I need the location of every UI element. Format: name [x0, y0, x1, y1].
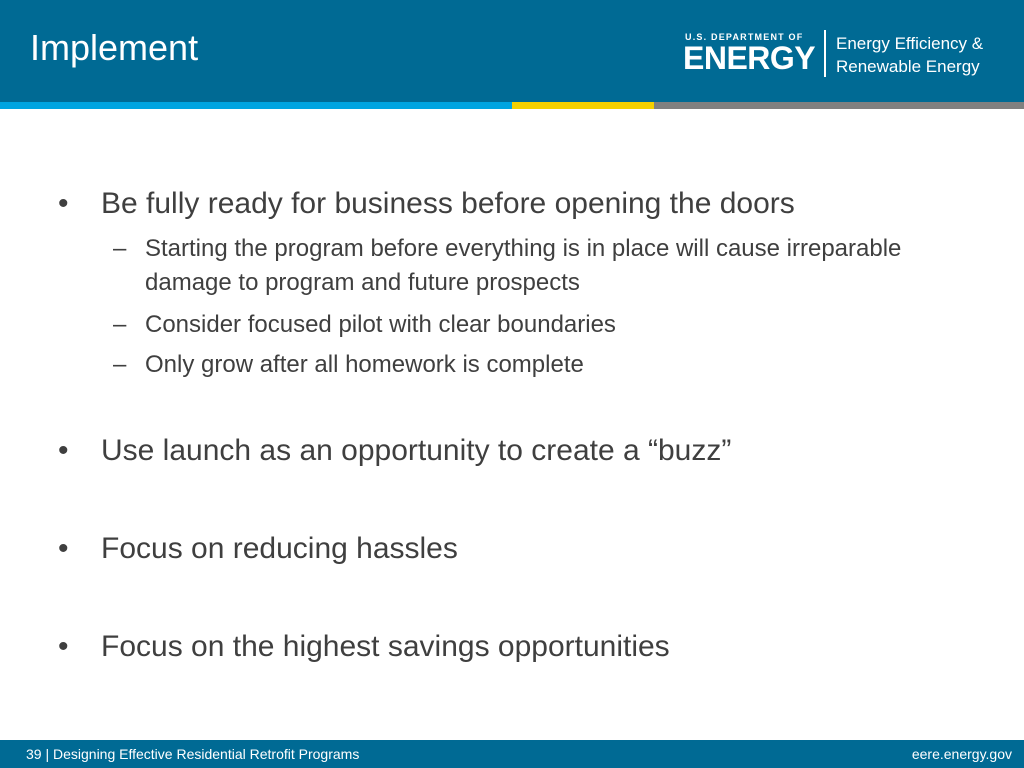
sub-bullet-text: Only grow after all homework is complete	[145, 351, 584, 378]
bullet-marker: •	[58, 187, 69, 220]
footer-website: eere.energy.gov	[911, 746, 1012, 762]
footer-slide-info: 39 | Designing Effective Residential Retrofit Programs	[26, 746, 360, 762]
sub-bullet-marker: –	[113, 351, 127, 378]
accent-stripe-gray	[654, 102, 1024, 109]
bullet-marker: •	[58, 532, 69, 565]
logo-divider	[824, 30, 826, 77]
doe-logo	[683, 32, 818, 74]
bullet-marker: •	[58, 434, 69, 467]
bullet-text: Focus on the highest savings opportunities	[101, 630, 670, 663]
eere-program-name	[836, 32, 983, 78]
sub-bullet-marker: –	[113, 311, 127, 338]
slide-footer	[0, 740, 1024, 768]
doe-logo-wordmark: ENERGY	[683, 40, 816, 76]
sub-bullet-text: Consider focused pilot with clear boundaries	[145, 311, 616, 338]
sub-bullet-text: Starting the program before everything is in place will cause irreparable damage to program and future prospects	[145, 235, 902, 296]
slide-header	[0, 0, 1024, 102]
bullet-marker: •	[58, 630, 69, 663]
accent-stripe-blue	[0, 102, 512, 109]
sub-bullet-marker: –	[113, 235, 127, 262]
bullet-text: Focus on reducing hassles	[101, 532, 458, 565]
bullet-text: Be fully ready for business before opening the doors	[101, 187, 795, 220]
accent-stripe-yellow	[512, 102, 654, 109]
eere-program-line-1: Energy Efficiency &	[836, 34, 984, 53]
bullet-text: Use launch as an opportunity to create a “buzz”	[101, 434, 732, 467]
slide-title: Implement	[30, 27, 199, 68]
doe-logo-subtitle: U.S. DEPARTMENT OF	[685, 32, 804, 42]
eere-program-line-2: Renewable Energy	[836, 57, 980, 76]
